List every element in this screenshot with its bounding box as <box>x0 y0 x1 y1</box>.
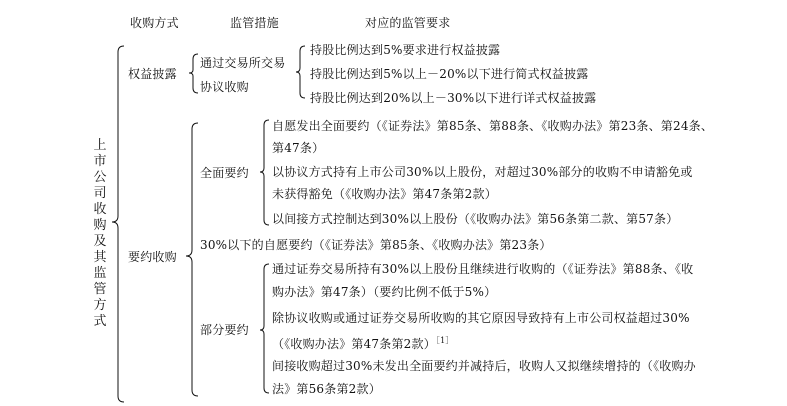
full-tender-item-3: 以间接方式控制达到30%以上股份（《收购办法》第56条第二款、第57条） <box>272 212 679 226</box>
partial-tender-item-1-line-2: 购办法》第47条）（要约比例不低于5%） <box>272 285 497 299</box>
partial-tender-item-2-line-2 <box>272 334 454 351</box>
full-tender-item-2-line-1: 以协议方式持有上市公司30%以上股份，对超过30%部分的收购不申请豁免或 <box>272 165 693 179</box>
voluntary-tender-item: 30%以下的自愿要约（《证券法》第85条、《收购办法》第23条） <box>200 238 552 252</box>
partial-tender-item-2-text: （《收购办法》第47条第2款） <box>272 337 436 351</box>
full-tender-label: 全面要约 <box>200 166 249 180</box>
header-supervision-measure: 监管措施 <box>230 16 279 30</box>
full-tender-item-2-line-2: 未获得豁免（《收购办法》第47条第2款） <box>272 187 497 201</box>
partial-tender-item-3-line-2: 法》第56条第2款） <box>272 382 381 396</box>
partial-tender-item-2-line-1: 除协议收购或通过证券交易所收购的其它原因导致持有上市公司权益超过30% <box>272 311 690 325</box>
partial-tender-label: 部分要约 <box>200 323 249 337</box>
partial-tender-item-3-line-1: 间接收购超过30%未发出全面要约并减持后，收购人又拟继续增持的（《收购办 <box>272 359 696 373</box>
full-tender-item-1-line-1: 自愿发出全面要约（《证券法》第85条、第88条、《收购办法》第23条、第24条、 <box>272 119 714 133</box>
header-acquisition-method: 收购方式 <box>130 16 179 30</box>
equity-method-exchange: 通过交易所交易 <box>200 56 286 70</box>
header-requirements: 对应的监管要求 <box>365 16 451 30</box>
tender-offer-label: 要约收购 <box>128 250 177 264</box>
full-tender-item-1-line-2: 第47条） <box>272 141 325 155</box>
equity-requirement-2: 持股比例达到5%以上－20%以下进行简式权益披露 <box>310 67 589 81</box>
equity-disclosure-label: 权益披露 <box>128 67 177 81</box>
equity-requirement-3: 持股比例达到20%以上－30%以下进行详式权益披露 <box>310 91 597 105</box>
equity-requirement-1: 持股比例达到5%要求进行权益披露 <box>310 43 501 57</box>
root-label: 上市公司收购及其监管方式 <box>93 138 107 329</box>
equity-method-agreement: 协议收购 <box>200 80 249 94</box>
partial-tender-item-1-line-1: 通过证券交易所持有30%以上股份且继续进行收购的（《证券法》第88条、《收 <box>272 262 694 276</box>
footnote-marker: ［1］ <box>435 336 454 345</box>
